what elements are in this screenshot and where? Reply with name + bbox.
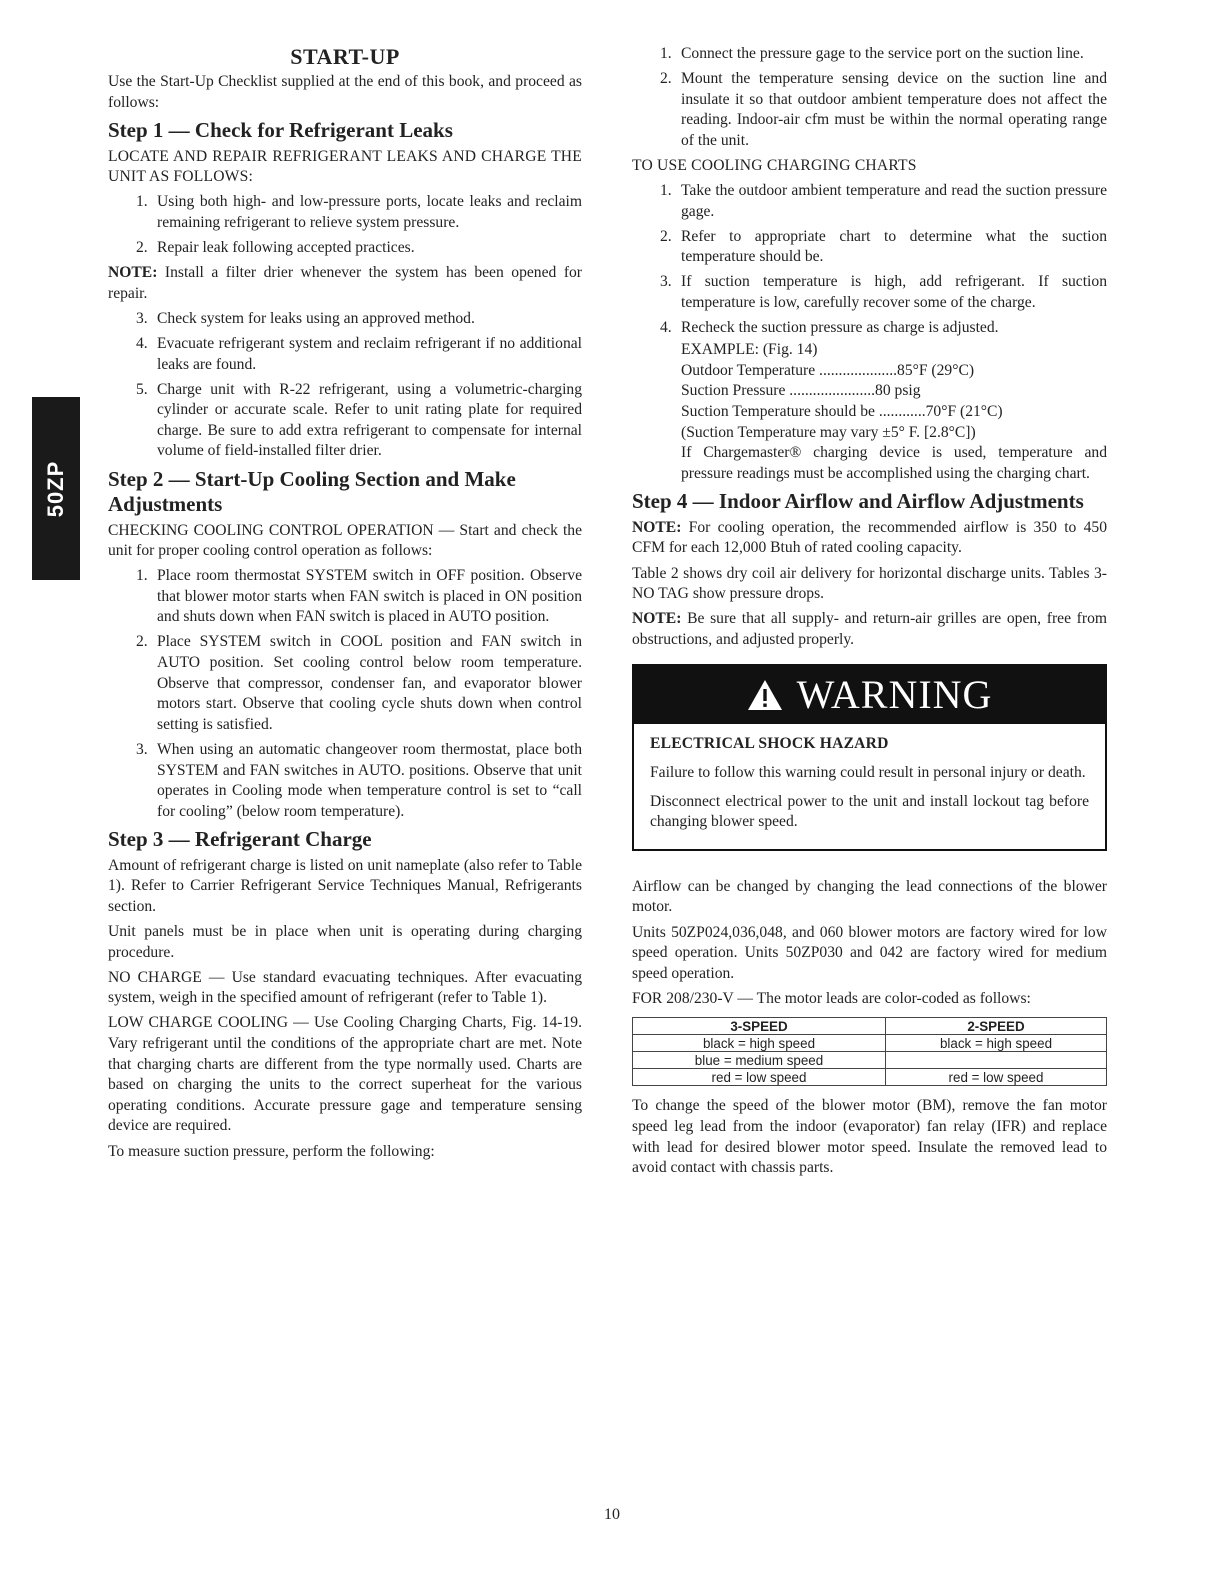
page-title: START-UP — [290, 44, 400, 69]
list-item: 1. Take the outdoor ambient temperature and read the suction pressure gage. — [660, 182, 1107, 220]
table-header-row — [633, 1018, 1107, 1035]
list-item: 1. Using both high- and low-pressure ports, locate leaks and reclaim remaining refrigerant to relieve system pressure. — [136, 193, 582, 231]
list-item: 4. Evacuate refrigerant system and reclaim refrigerant if no additional leaks are found. — [136, 334, 582, 373]
table-cell — [886, 1052, 1107, 1069]
example-line: Suction Temperature should be ............70°F (21°C) — [681, 403, 1003, 420]
warning-box — [632, 664, 1107, 850]
table-header: 3-SPEED — [633, 1018, 886, 1035]
example-line: If Chargemaster® charging device is used, temperature and pressure readings must be accomplished using the charging chart. — [681, 444, 1107, 482]
step1-note: NOTE: Install a filter drier whenever the system has been opened for repair. — [108, 264, 582, 302]
list-item: 1. Connect the pressure gage to the service port on the suction line. — [660, 45, 1084, 62]
left-column — [108, 44, 582, 1167]
step4-note: NOTE: For cooling operation, the recommended airflow is 350 to 450 CFM for each 12,000 Btuh of rated cooling capacity. — [632, 518, 1107, 557]
example-block — [632, 340, 1107, 484]
warning-text: Failure to follow this warning could result in personal injury or death. — [650, 764, 1086, 782]
step1-list-b — [108, 309, 582, 462]
warning-header — [634, 666, 1105, 724]
step1-list-a — [108, 192, 582, 258]
example-line: Suction Pressure ......................80 psig — [681, 382, 921, 400]
example-line: (Suction Temperature may vary ±5° F. [2.8°C]) — [681, 423, 976, 441]
final-paragraph: To change the speed of the blower motor (BM), remove the fan motor speed leg lead from the indoor (evaporator) fan relay (IFR) and replace with lead for desired blower motor speed. Insulate the removed lead to avoid contact with chassis parts. — [632, 1097, 1107, 1177]
step2-heading: Step 2 — Start-Up Cooling Section and Make Adjustments — [108, 466, 516, 516]
step3-paragraph: Amount of refrigerant charge is listed on unit nameplate (also refer to Table 1). Refer to Carrier Refrigerant Service Techniques Manual, Refrigerants section. — [108, 856, 582, 915]
list-item: 2. Repair leak following accepted practices. — [136, 239, 415, 257]
table-row — [633, 1069, 1107, 1086]
table-row — [633, 1035, 1107, 1052]
step3-heading: Step 3 — Refrigerant Charge — [108, 826, 372, 851]
airflow-paragraph: FOR 208/230-V — The motor leads are color-coded as follows: — [632, 989, 1031, 1007]
step3-paragraph: NO CHARGE — Use standard evacuating techniques. After evacuating system, weigh in the specified amount of refrigerant (refer to Table 1). — [108, 968, 582, 1007]
warning-hazard: ELECTRICAL SHOCK HAZARD — [650, 735, 889, 753]
list-item: 1. Place room thermostat SYSTEM switch in OFF position. Observe that blower motor starts when FAN switch is placed in ON position and shuts down when FAN switch is placed in AUTO position. — [136, 567, 582, 626]
right-column — [632, 44, 1107, 1183]
table-cell: red = low speed — [886, 1069, 1107, 1086]
chart-list — [632, 181, 1107, 339]
step2-list — [108, 566, 582, 822]
list-item: 2. Place SYSTEM switch in COOL position and FAN switch in AUTO position. Set cooling control below room temperature. Observe that compressor, condenser fan, and evaporator blower motors start. Observe that cooling cycle shuts down when control setting is satisfied. — [136, 633, 582, 733]
table-cell: black = high speed — [633, 1035, 886, 1052]
warning-triangle-icon — [747, 679, 783, 711]
note-label: NOTE: — [108, 264, 158, 282]
list-item: 2. Mount the temperature sensing device on the suction line and insulate it so that outdoor ambient temperature does not affect the reading. Indoor-air cfm must be within the normal operating range of the unit. — [660, 70, 1107, 149]
intro-paragraph: Use the Start-Up Checklist supplied at the end of this book, and proceed as follows: — [108, 73, 582, 111]
note-label: NOTE: — [632, 518, 682, 536]
step3-paragraph: LOW CHARGE COOLING — Use Cooling Charging Charts, Fig. 14-19. Vary refrigerant until the conditions of the appropriate chart are met. Note that charging charts are different from the type normally used. Charts are based on charging the units to the correct superheat for the various operating conditions. Accurate pressure gage and temperature sensing device are required. — [108, 1014, 582, 1135]
warning-title: WARNING — [796, 672, 993, 718]
warning-text: Disconnect electrical power to the unit and install lockout tag before changing blower speed. — [650, 792, 1089, 831]
charts-caps-heading: TO USE COOLING CHARGING CHARTS — [632, 156, 917, 174]
table-header: 2-SPEED — [886, 1018, 1107, 1035]
table-row — [633, 1052, 1107, 1069]
step2-intro: CHECKING COOLING CONTROL OPERATION — Start and check the unit for proper cooling control operation as follows: — [108, 521, 582, 560]
table-cell: blue = medium speed — [633, 1052, 886, 1069]
warning-body — [634, 724, 1105, 848]
list-item: 4. Recheck the suction pressure as charge is adjusted. — [660, 319, 999, 337]
step1-heading: Step 1 — Check for Refrigerant Leaks — [108, 117, 453, 142]
step4-note: NOTE: Be sure that all supply- and return-air grilles are open, free from obstructions, and adjusted properly. — [632, 610, 1107, 648]
example-line: Outdoor Temperature ....................85°F (29°C) — [681, 361, 975, 379]
motor-lead-table — [632, 1017, 1107, 1086]
section-tab — [32, 397, 80, 580]
list-item: 5. Charge unit with R-22 refrigerant, using a volumetric-charging cylinder or accurate scale. Refer to unit rating plate for required charge. Be sure to add extra refrigerant to compensate for internal volume of field-installed filter drier. — [136, 380, 582, 460]
list-item: 3. Check system for leaks using an approved method. — [136, 309, 475, 327]
measure-list — [632, 44, 1107, 151]
table-cell: red = low speed — [633, 1069, 886, 1086]
airflow-paragraph: Airflow can be changed by changing the lead connections of the blower motor. — [632, 877, 1107, 916]
step3-paragraph: To measure suction pressure, perform the following: — [108, 1142, 435, 1160]
page-number: 10 — [604, 1506, 620, 1523]
step4-paragraph: Table 2 shows dry coil air delivery for horizontal discharge units. Tables 3-NO TAG show pressure drops. — [632, 564, 1107, 603]
step3-paragraph: Unit panels must be in place when unit is operating during charging procedure. — [108, 923, 582, 961]
note-label: NOTE: — [632, 610, 682, 628]
list-item: 3. If suction temperature is high, add refrigerant. If suction temperature is low, carefully recover some of the charge. — [660, 273, 1107, 312]
step4-heading: Step 4 — Indoor Airflow and Airflow Adjustments — [632, 488, 1084, 513]
step1-caps-paragraph: LOCATE AND REPAIR REFRIGERANT LEAKS AND CHARGE THE UNIT AS FOLLOWS: — [108, 147, 582, 186]
table-cell: black = high speed — [886, 1035, 1107, 1052]
airflow-paragraph: Units 50ZP024,036,048, and 060 blower motors are factory wired for low speed operation. Units 50ZP030 and 042 are factory wired for medium speed operation. — [632, 923, 1107, 982]
example-line: EXAMPLE: (Fig. 14) — [681, 341, 818, 359]
list-item: 2. Refer to appropriate chart to determine what the suction temperature should be. — [660, 227, 1107, 266]
section-tab-label: 50ZP — [43, 460, 68, 517]
list-item: 3. When using an automatic changeover room thermostat, place both SYSTEM and FAN switches in AUTO. positions. Observe that unit operates in Cooling mode when temperature control is set to “call for cooling” (below room temperature). — [136, 740, 582, 820]
